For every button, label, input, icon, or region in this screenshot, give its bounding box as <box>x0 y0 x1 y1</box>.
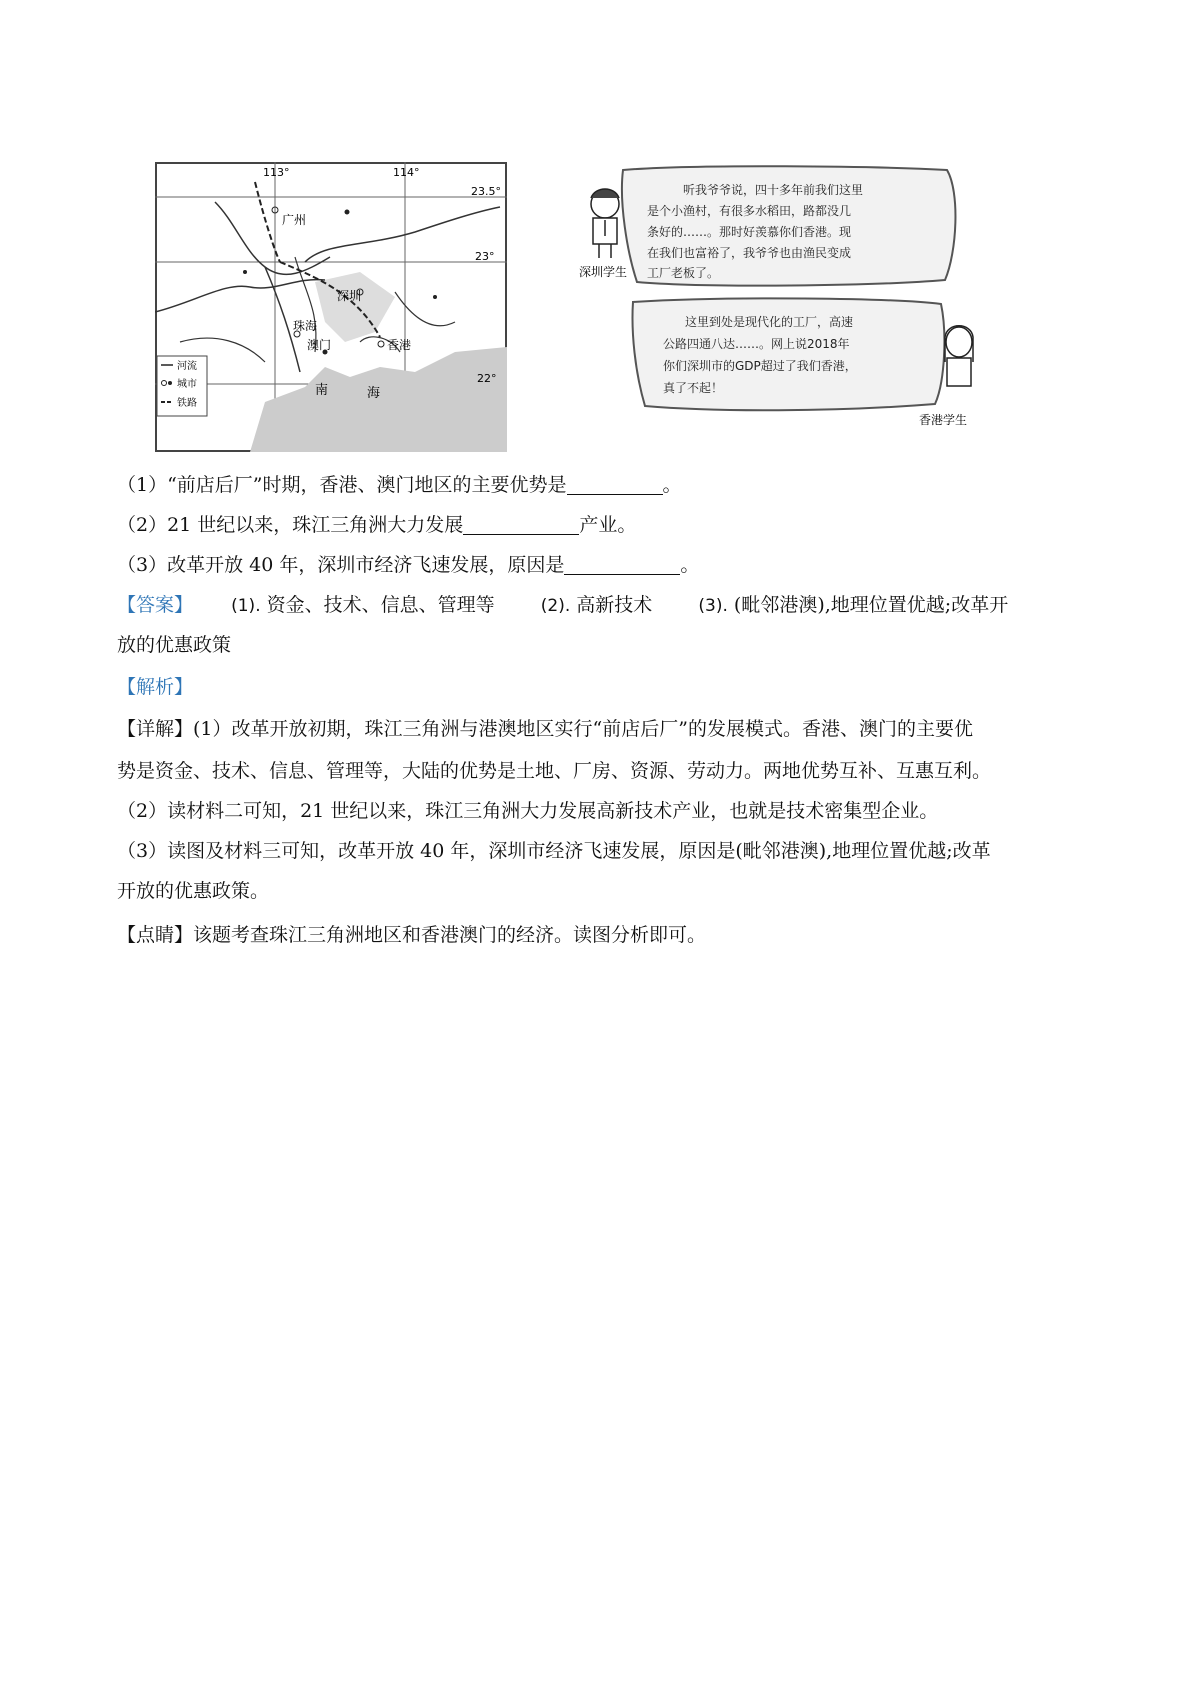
sea-label-1: 南 <box>315 383 329 398</box>
answer-3: (毗邻港澳),地理位置优越;改革开 <box>733 594 1009 616</box>
detail-1a: 【详解】(1）改革开放初期，珠江三角洲与港澳地区实行“前店后厂”的发展模式。香港、澳门的主要优 <box>117 718 973 740</box>
answer-line: 【答案】 (1). 资金、技术、信息、管理等 (2). 高新技术 (3). (毗邻港澳),地理位置优越;改革开 <box>117 594 1009 616</box>
question-3: （3）改革开放 40 年，深圳市经济飞速发展，原因是 。 <box>117 545 699 585</box>
legend-city: 城市 <box>177 379 197 390</box>
answer-1: 资金、技术、信息、管理等 <box>266 594 495 616</box>
svg-text:条好的……。那时好羡慕你们香港。现: 条好的……。那时好羡慕你们香港。现 <box>647 225 852 239</box>
detail-2: （2）读材料二可知，21 世纪以来，珠江三角洲大力发展高新技术产业，也就是技术密集型企业。 <box>117 800 939 822</box>
question-1: （1）“前店后厂”时期，香港、澳门地区的主要优势是 。 <box>117 465 682 505</box>
city-macau: 澳门 <box>307 338 332 352</box>
city-guangzhou: 广州 <box>282 213 307 227</box>
answer-tag: 【答案】 <box>117 594 194 616</box>
svg-text:公路四通八达……。网上说2018年: 公路四通八达……。网上说2018年 <box>663 337 850 351</box>
blank-3[interactable] <box>564 548 680 575</box>
comment-line: 【点睛】该题考查珠江三角洲地区和香港澳门的经济。读图分析即可。 <box>117 924 707 946</box>
lat-label-23: 23° <box>475 250 495 263</box>
lon-label-114: 114° <box>393 166 420 179</box>
city-zhuhai: 珠海 <box>293 319 318 333</box>
svg-text:这里到处是现代化的工厂，高速: 这里到处是现代化的工厂，高速 <box>685 315 854 329</box>
detail-3a: （3）读图及材料三可知，改革开放 40 年，深圳市经济飞速发展，原因是(毗邻港澳),地理位置优越;改革 <box>117 840 991 862</box>
question-2: （2）21 世纪以来，珠江三角洲大力发展 产业。 <box>117 505 636 545</box>
figure-group <box>155 162 995 456</box>
detail-1b: 势是资金、技术、信息、管理等，大陆的优势是土地、厂房、资源、劳动力。两地优势互补、互惠互利。 <box>117 760 992 782</box>
lat-label-22: 22° <box>477 372 497 385</box>
answer-continuation: 放的优惠政策 <box>117 634 232 656</box>
blank-1[interactable] <box>567 468 663 495</box>
shenzhen-student-label: 深圳学生 <box>579 265 628 279</box>
legend-river: 河流 <box>177 361 197 372</box>
hongkong-student-figure <box>945 326 973 386</box>
comment-tag: 【点睛】 <box>117 924 194 946</box>
detail-tag: 【详解】 <box>117 718 194 740</box>
svg-text:工厂老板了。: 工厂老板了。 <box>647 266 720 280</box>
legend-rail: 铁路 <box>177 398 197 409</box>
lat-label-23-5: 23.5° <box>471 185 501 198</box>
city-hongkong: 香港 <box>387 338 412 352</box>
svg-text:是个小渔村，有很多水稻田，路都没几: 是个小渔村，有很多水稻田，路都没几 <box>647 204 852 218</box>
detail-3b: 开放的优惠政策。 <box>117 880 270 902</box>
svg-text:听我爷爷说，四十多年前我们这里: 听我爷爷说，四十多年前我们这里 <box>683 183 864 197</box>
city-shenzhen: 深圳 <box>337 289 362 303</box>
shenzhen-student-figure <box>591 189 619 258</box>
svg-text:你们深圳市的GDP超过了我们香港，: 你们深圳市的GDP超过了我们香港， <box>663 359 857 373</box>
blank-2[interactable] <box>463 508 579 535</box>
pearl-river-delta-map <box>155 162 507 452</box>
hongkong-student-label: 香港学生 <box>919 413 968 427</box>
svg-text:真了不起！: 真了不起！ <box>663 381 724 395</box>
answer-2: 高新技术 <box>576 594 653 616</box>
student-dialogue-comic <box>575 162 995 456</box>
sea-label-2: 海 <box>367 386 381 401</box>
svg-text:在我们也富裕了，我爷爷也由渔民变成: 在我们也富裕了，我爷爷也由渔民变成 <box>647 246 852 260</box>
lon-label-113: 113° <box>263 166 290 179</box>
analysis-tag: 【解析】 <box>117 676 194 698</box>
